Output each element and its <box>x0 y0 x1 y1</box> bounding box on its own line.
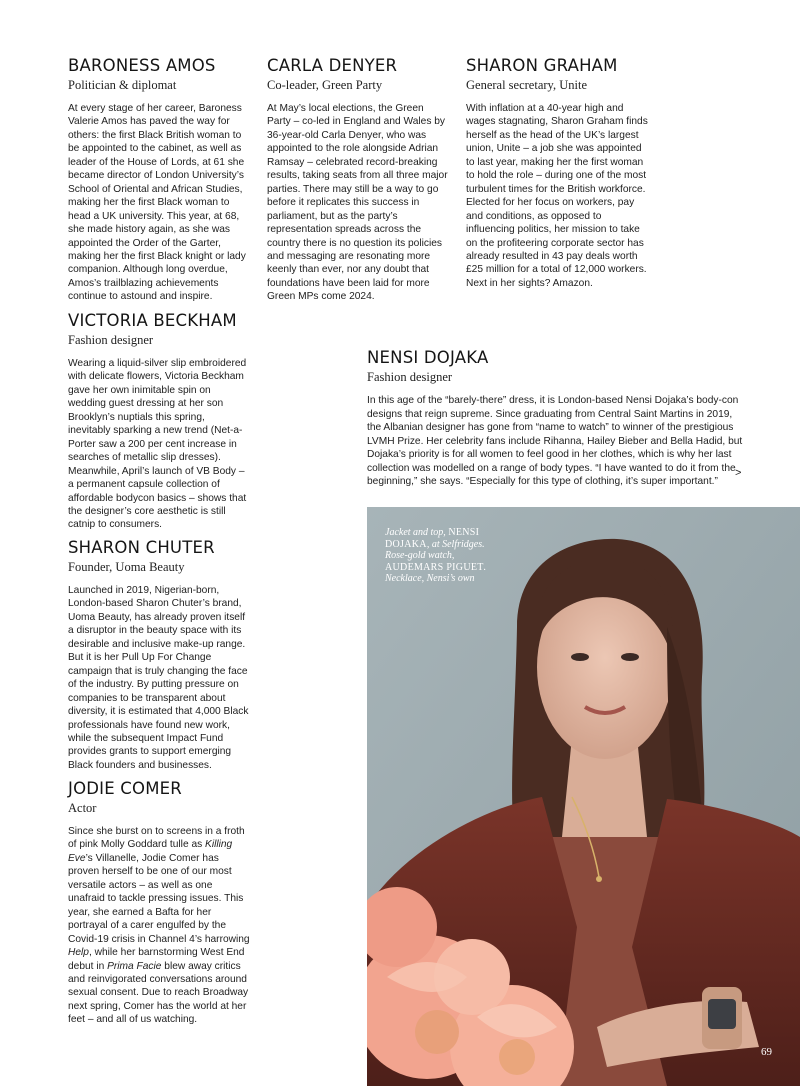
caption-brand: NENSI DOJAKA <box>385 527 480 550</box>
caption-brand: AUDEMARS PIGUET <box>385 561 484 573</box>
profile-role: General secretary, Unite <box>466 78 587 92</box>
profile-role: Fashion designer <box>367 370 453 384</box>
profile-victoria-beckham <box>68 311 250 532</box>
profile-role: Politician & diplomat <box>68 78 177 92</box>
profile-jodie-comer <box>68 779 250 1027</box>
portrait-photo <box>367 507 800 1086</box>
profile-body: At May’s local elections, the Green Party – co-led in England and Wales by 36-year-old Carla Denyer, who was appointed to the role alongside Adrian Ramsay – celebrated record-breaking results, taking seats from all three major parties. There may still be a way to go before it replicates this success in parliament, but as the party’s representation spreads across the country there is no question its policies and messaging are resonating more keenly than ever, nor any doubt that foundations have been laid for more Green MPs come 2024. <box>267 103 448 303</box>
profile-body: At every stage of her career, Baroness Valerie Amos has paved the way for others: the first Black British woman to be appointed to the cabinet, as well as leader of the House of Lords, at 61 she became director of London University’s School of Oriental and African Studies, making her the first Black woman to head a UK university. This year, at 68, she made history again, as she was appointed the Order of the Garter, making her the first Black knight or lady companion. Although long overdue, Amos’s trailblazing achievements continue to astound and inspire. <box>68 103 246 303</box>
profile-role: Actor <box>68 801 97 815</box>
title-italic: Help <box>68 947 89 959</box>
profile-body: Wearing a liquid-silver slip embroidered with delicate flowers, Victoria Beckham gave her own inimitable spin on wedding guest dressing at her son Brooklyn’s nuptials this spring, inevitably sparking a new trend (Net-a-Porter saw a 200 per cent increase in searches of metallic slip dresses). Meanwhile, April’s launch of VB Body – a permanent capsule collection of affordable bodycon basics – shows that the designer’s core aesthetic is still catnip to consumers. <box>68 358 247 531</box>
caption-text: , at Selfridges. Rose-gold watch, <box>385 538 485 562</box>
body-text: , while her barnstorming West End debut in <box>68 947 245 972</box>
profile-nensi-dojaka <box>367 348 745 489</box>
body-text: Since she burst on to screens in a froth of pink Molly Goddard tulle as <box>68 826 245 851</box>
profile-name: JODIE COMER <box>68 779 182 798</box>
body-text: blew away critics and reinvigorated conversations around sexual consent. Due to reach Broadway next spring, Comer has the world at her feet – and all of us watching. <box>68 960 249 1026</box>
profile-name: VICTORIA BECKHAM <box>68 311 237 330</box>
caption-text: Jacket and top, <box>385 527 449 538</box>
profile-body: Launched in 2019, Nigerian-born, London-based Sharon Chuter’s brand, Uoma Beauty, has already proven itself a disruptor in the beauty space with its desirable and inclusive make-up range. But it is her Pull Up For Change campaign that is truly changing the face of the industry. By putting pressure on companies to be transparent about diversity, it is estimated that 4,000 Black professionals have found new work, while the subsequent Impact Fund provides grants to support emerging Black founders and businesses. <box>68 585 249 771</box>
photo-caption <box>385 527 495 585</box>
profile-carla-denyer <box>267 56 449 304</box>
page-number: 69 <box>761 1046 772 1058</box>
title-italic: Killing Eve <box>68 839 233 864</box>
profile-name: NENSI DOJAKA <box>367 348 489 367</box>
caption-text: . Necklace, Nensi’s own <box>385 561 487 585</box>
profile-body: In this age of the “barely-there” dress, it is London-based Nensi Dojaka’s body-con designs that reign supreme. Since graduating from Central Saint Martins in 2019, the Albanian designer has gone from “name to watch” to winner of the prestigious LVMH Prize. Her celebrity fans include Rihanna, Hailey Bieber and Bella Hadid, but Dojaka’s priority is for all women to feel good in her clothes, which is why her last collection was modelled on a range of body types. “I have wanted to do it from the beginning,” she says. “Especially for this type of clothing, it’s super important.” <box>367 395 743 487</box>
profile-role: Founder, Uoma Beauty <box>68 560 185 574</box>
profile-sharon-graham <box>466 56 648 290</box>
title-italic: Prima Facie <box>107 960 162 972</box>
profile-baroness-amos <box>68 56 250 304</box>
profile-role: Fashion designer <box>68 333 154 347</box>
body-text: ’s Villanelle, Jodie Comer has proven herself to be one of our most versatile actors – as well as one unafraid to tackle pressing issues. This year, she earned a Bafta for her portrayal of a carer engulfed by the Covid-19 crisis in Channel 4’s harrowing <box>68 852 250 945</box>
portrait-illustration <box>367 507 800 1086</box>
profile-name: BARONESS AMOS <box>68 56 216 75</box>
profile-body: With inflation at a 40-year high and wages stagnating, Sharon Graham finds herself as the head of the UK’s largest union, Unite – a job she was appointed to last year, making her the first woman to hold the role – during one of the most turbulent times for the British workforce. Elected for her focus on workers, pay and conditions, as opposed to influencing politics, her mission to take on the profiteering corporate sector has already resulted in 43 pay deals worth £25 million for a total of 12,000 workers. Next in her sights? Amazon. <box>466 103 648 289</box>
profile-name: CARLA DENYER <box>267 56 398 75</box>
profile-sharon-chuter <box>68 538 250 772</box>
profile-body <box>68 825 250 1027</box>
profile-name: SHARON GRAHAM <box>466 56 618 75</box>
profile-role: Co-leader, Green Party <box>267 78 383 92</box>
continue-arrow: > <box>735 467 742 479</box>
profile-name: SHARON CHUTER <box>68 538 215 557</box>
